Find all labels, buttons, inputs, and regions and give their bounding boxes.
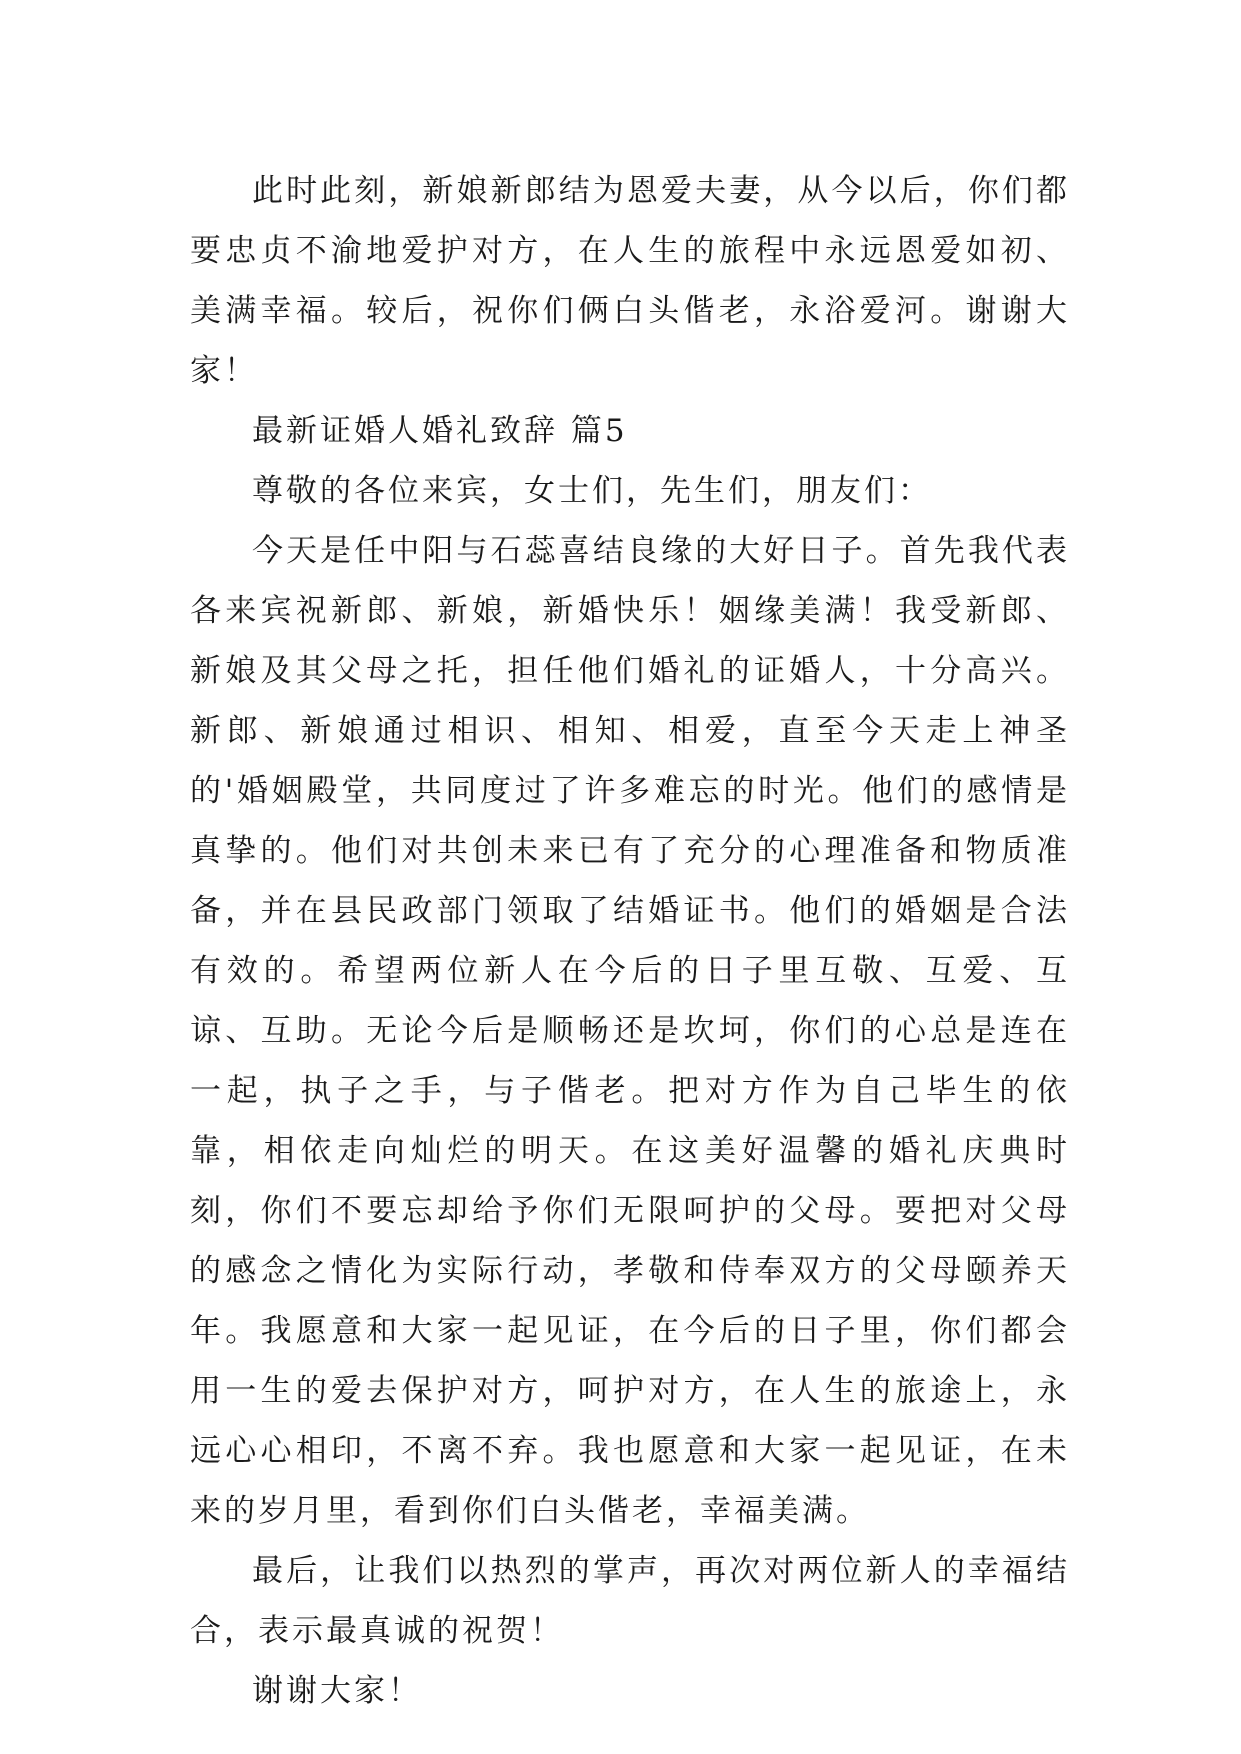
thanks-line: 谢谢大家！ <box>252 1673 422 1709</box>
salutation: 尊敬的各位来宾，女士们，先生们，朋友们： <box>252 473 932 509</box>
closing-paragraph-previous: 此时此刻，新娘新郎结为恩爱夫妻，从今以后，你们都要忠贞不渝地爱护对方，在人生的旅程中永远恩爱如初、美满幸福。较后，祝你们俩白头偕老，永浴爱河。谢谢大家！ <box>190 173 1070 389</box>
closing-paragraph: 最后，让我们以热烈的掌声，再次对两位新人的幸福结合，表示最真诚的祝贺！ <box>190 1553 1070 1649</box>
document-body <box>190 161 1070 1721</box>
section-heading: 最新证婚人婚礼致辞 篇5 <box>252 413 628 449</box>
body-paragraph: 今天是任中阳与石蕊喜结良缘的大好日子。首先我代表各来宾祝新郎、新娘，新婚快乐！姻缘美满！我受新郎、新娘及其父母之托，担任他们婚礼的证婚人，十分高兴。新郎、新娘通过相识、相知、相爱，直至今天走上神圣的'婚姻殿堂，共同度过了许多难忘的时光。他们的感情是真挚的。他们对共创未来已有了充分的心理准备和物质准备，并在县民政部门领取了结婚证书。他们的婚姻是合法有效的。希望两位新人在今后的日子里互敬、互爱、互谅、互助。无论今后是顺畅还是坎坷，你们的心总是连在一起，执子之手，与子偕老。把对方作为自己毕生的依靠，相依走向灿烂的明天。在这美好温馨的婚礼庆典时刻，你们不要忘却给予你们无限呵护的父母。要把对父母的感念之情化为实际行动，孝敬和侍奉双方的父母颐养天年。我愿意和大家一起见证，在今后的日子里，你们都会用一生的爱去保护对方，呵护对方，在人生的旅途上，永远心心相印，不离不弃。我也愿意和大家一起见证，在未来的岁月里，看到你们白头偕老，幸福美满。 <box>190 533 1070 1529</box>
